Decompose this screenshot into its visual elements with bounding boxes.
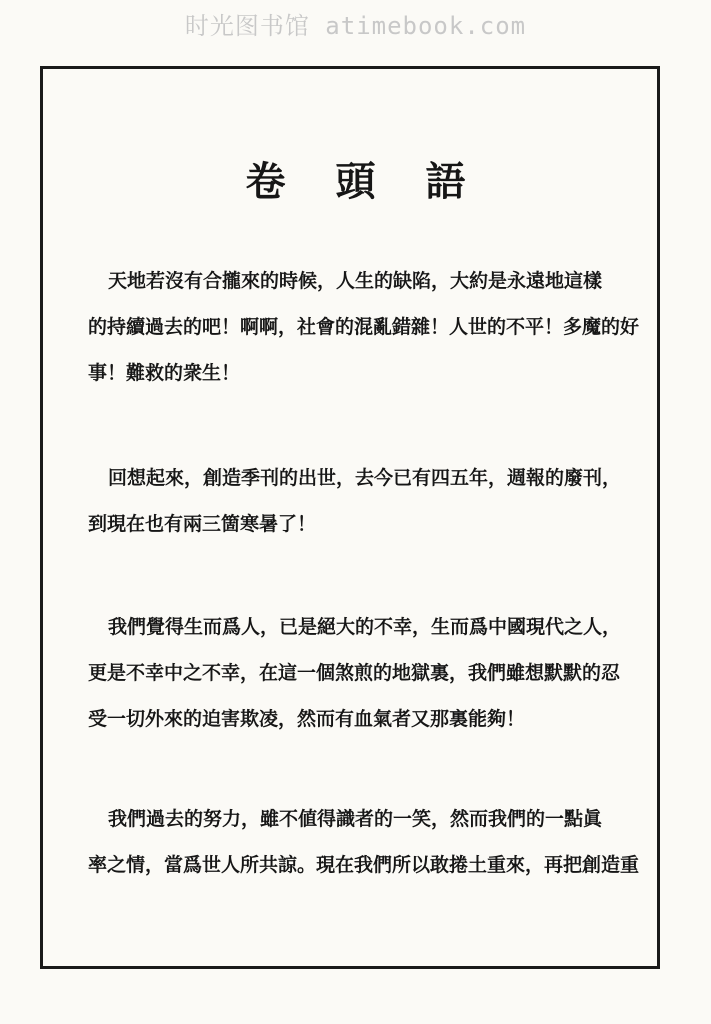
text-line: 更是不幸中之不幸，在這一個煞煎的地獄裏，我們雖想默默的忍 (88, 662, 621, 684)
page-title: 卷頭語 (245, 158, 516, 205)
text-line: 我們覺得生而爲人，已是絕大的不幸，生而爲中國現代之人， (108, 616, 622, 638)
text-line: 到現在也有兩三箇寒暑了！ (88, 513, 317, 535)
paragraph-2 (88, 455, 648, 547)
paragraph-4 (88, 796, 648, 888)
text-line: 回想起來，創造季刊的出世，去今已有四五年，週報的廢刊， (108, 467, 622, 489)
paragraph-3 (88, 604, 648, 742)
text-line: 的持續過去的吧！啊啊，社會的混亂錯雜！人世的不平！多魔的好 (88, 316, 640, 338)
text-line: 受一切外來的迫害欺凌，然而有血氣者又那裏能夠！ (88, 708, 526, 730)
text-line: 我們過去的努力，雖不値得識者的一笑，然而我們的一點眞 (108, 808, 603, 830)
text-line: 事！難救的衆生！ (88, 362, 241, 384)
watermark-text: 时光图书馆 atimebook.com (184, 12, 527, 40)
text-line: 率之情，當爲世人所共諒。現在我們所以敢捲土重來，再把創造重 (88, 854, 640, 876)
paragraph-1 (88, 258, 648, 396)
text-line: 天地若沒有合攏來的時候，人生的缺陷，大約是永遠地這樣 (108, 270, 603, 292)
